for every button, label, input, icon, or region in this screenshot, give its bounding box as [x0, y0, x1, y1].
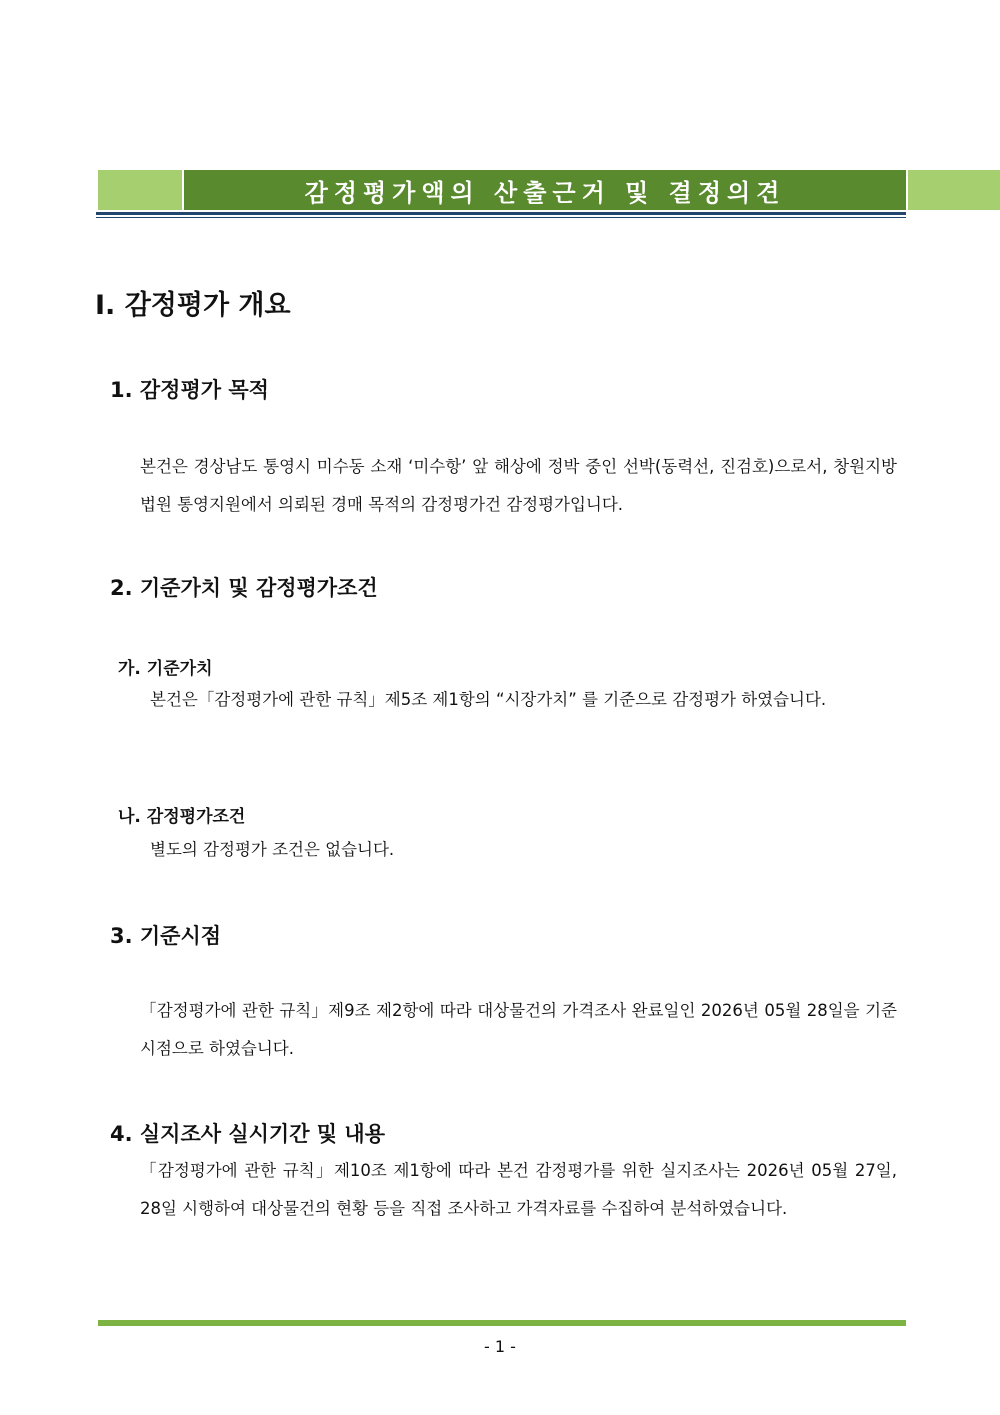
document-title: 감정평가액의 산출근거 및 결정의견 — [304, 178, 786, 207]
banner-left-block — [98, 170, 182, 210]
paragraph-conditions: 별도의 감정평가 조건은 없습니다. — [150, 840, 395, 859]
banner-center-block — [184, 170, 906, 210]
title-underline-thick — [96, 212, 906, 215]
footer-rule — [98, 1320, 906, 1326]
subsection-heading-base-date: 3. 기준시점 — [110, 924, 222, 948]
item-heading-standard-value: 가. 기준가치 — [118, 659, 213, 679]
banner-right-block — [908, 170, 1000, 210]
paragraph-inspection: 「감정평가에 관한 규칙」제10조 제1항에 따라 본건 감정평가를 위한 실지조사는 2026년 05월 27일, 28일 시행하여 대상물건의 현황 등을 직접 조사하고 가격자료를 수집하여 분석하였습니다. — [140, 1161, 897, 1218]
paragraph-base-date: 「감정평가에 관한 규칙」제9조 제2항에 따라 대상물건의 가격조사 완료일인 2026년 05월 28일을 기준시점으로 하였습니다. — [140, 1001, 897, 1058]
paragraph-purpose: 본건은 경상남도 통영시 미수동 소재 ‘미수항’ 앞 해상에 정박 중인 선박(동력선, 진검호)으로서, 창원지방법원 통영지원에서 의뢰된 경매 목적의 감정평가건 감정평가입니다. — [140, 457, 897, 514]
section-heading: I. 감정평가 개요 — [95, 290, 291, 321]
item-heading-conditions: 나. 감정평가조건 — [118, 807, 246, 827]
page-number: - 1 - — [484, 1337, 516, 1356]
subsection-heading-purpose: 1. 감정평가 목적 — [110, 378, 269, 402]
subsection-heading-inspection: 4. 실지조사 실시기간 및 내용 — [110, 1122, 385, 1146]
title-banner — [98, 170, 902, 210]
title-underline-thin — [96, 217, 906, 218]
paragraph-standard-value: 본건은「감정평가에 관한 규칙」제5조 제1항의 “시장가치” 를 기준으로 감정평가 하였습니다. — [150, 690, 827, 709]
subsection-heading-basis: 2. 기준가치 및 감정평가조건 — [110, 576, 378, 600]
